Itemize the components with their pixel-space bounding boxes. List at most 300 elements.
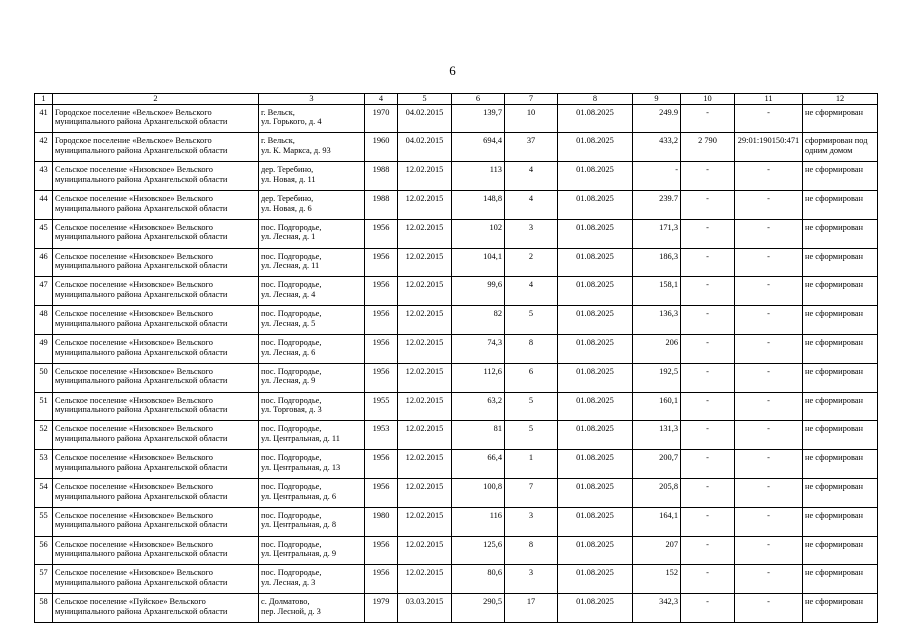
area-cell: 80,6 — [452, 565, 505, 594]
year-cell: 1956 — [365, 450, 398, 479]
column-header: 7 — [505, 94, 558, 105]
cadastral-cell: - — [735, 104, 803, 133]
column-header: 5 — [398, 94, 452, 105]
year-cell: 1956 — [365, 478, 398, 507]
count-cell: 3 — [505, 219, 558, 248]
year-cell: 1956 — [365, 306, 398, 335]
settlement-cell — [53, 363, 259, 392]
column10-cell: - — [681, 565, 735, 594]
date-cell: 12.02.2015 — [398, 478, 452, 507]
settlement-cell-line: Сельское поселение «Низовское» Вельского — [55, 539, 213, 549]
value-cell: 131,3 — [633, 421, 681, 450]
column10-cell: - — [681, 536, 735, 565]
date2-cell: 01.08.2025 — [558, 392, 633, 421]
date-cell: 12.02.2015 — [398, 450, 452, 479]
date-cell: 12.02.2015 — [398, 392, 452, 421]
date-cell: 12.02.2015 — [398, 565, 452, 594]
cadastral-cell: 29:01:190150:471 — [735, 133, 803, 162]
area-cell: 74,3 — [452, 334, 505, 363]
address-cell — [259, 334, 365, 363]
address-cell-line: пос. Подгородье, — [261, 510, 322, 520]
table-row — [35, 248, 878, 277]
column10-cell: - — [681, 363, 735, 392]
status-cell-line: не сформирован — [805, 193, 863, 203]
status-cell — [803, 507, 878, 536]
year-cell: 1956 — [365, 536, 398, 565]
address-cell-line: пос. Подгородье, — [261, 568, 322, 578]
table-row — [35, 334, 878, 363]
row-number-cell: 43 — [35, 162, 53, 191]
address-cell — [259, 478, 365, 507]
area-cell: 104,1 — [452, 248, 505, 277]
settlement-cell-line: муниципального района Архангельской области — [55, 318, 228, 328]
date-cell: 12.02.2015 — [398, 536, 452, 565]
status-cell — [803, 565, 878, 594]
count-cell: 2 — [505, 248, 558, 277]
status-cell-line: не сформирован — [805, 481, 863, 491]
address-cell — [259, 133, 365, 162]
row-number-cell: 54 — [35, 478, 53, 507]
year-cell: 1988 — [365, 190, 398, 219]
status-cell — [803, 421, 878, 450]
settlement-cell-line: Сельское поселение «Низовское» Вельского — [55, 568, 213, 578]
status-cell — [803, 219, 878, 248]
settlement-cell — [53, 421, 259, 450]
column-header: 4 — [365, 94, 398, 105]
table-row — [35, 536, 878, 565]
row-number-cell: 46 — [35, 248, 53, 277]
value-cell: 164,1 — [633, 507, 681, 536]
address-cell-line: ул. Лесная, д. 3 — [261, 577, 316, 587]
date2-cell: 01.08.2025 — [558, 190, 633, 219]
column-header: 11 — [735, 94, 803, 105]
row-number-cell: 48 — [35, 306, 53, 335]
value-cell: 342,3 — [633, 594, 681, 623]
cadastral-cell: - — [735, 421, 803, 450]
status-cell-line: не сформирован — [805, 222, 863, 232]
status-cell-line: одним домом — [805, 145, 853, 155]
status-cell-line: не сформирован — [805, 395, 863, 405]
year-cell: 1956 — [365, 277, 398, 306]
value-cell: - — [633, 162, 681, 191]
row-number-cell: 41 — [35, 104, 53, 133]
settlement-cell-line: Сельское поселение «Низовское» Вельского — [55, 510, 213, 520]
settlement-cell-line: Сельское поселение «Низовское» Вельского — [55, 165, 213, 175]
table-row — [35, 478, 878, 507]
row-number-cell: 52 — [35, 421, 53, 450]
address-cell-line: пос. Подгородье, — [261, 222, 322, 232]
count-cell: 5 — [505, 306, 558, 335]
year-cell: 1956 — [365, 565, 398, 594]
settlement-cell-line: муниципального района Архангельской области — [55, 145, 228, 155]
column-header: 6 — [452, 94, 505, 105]
address-cell — [259, 421, 365, 450]
date2-cell: 01.08.2025 — [558, 162, 633, 191]
date2-cell: 01.08.2025 — [558, 536, 633, 565]
status-cell-line: не сформирован — [805, 510, 863, 520]
value-cell: 239.7 — [633, 190, 681, 219]
settlement-cell-line: Сельское поселение «Низовское» Вельского — [55, 453, 213, 463]
year-cell: 1953 — [365, 421, 398, 450]
value-cell: 171,3 — [633, 219, 681, 248]
settlement-cell-line: муниципального района Архангельской области — [55, 289, 228, 299]
cadastral-cell: - — [735, 565, 803, 594]
row-number-cell: 42 — [35, 133, 53, 162]
address-cell-line: ул. Центральная, д. 8 — [261, 520, 337, 530]
column10-cell: - — [681, 248, 735, 277]
date2-cell: 01.08.2025 — [558, 306, 633, 335]
address-cell — [259, 248, 365, 277]
value-cell: 186,3 — [633, 248, 681, 277]
count-cell: 37 — [505, 133, 558, 162]
date-cell: 12.02.2015 — [398, 363, 452, 392]
settlement-cell-line: Сельское поселение «Низовское» Вельского — [55, 222, 213, 232]
row-number-cell: 51 — [35, 392, 53, 421]
cadastral-cell: - — [735, 450, 803, 479]
area-cell: 63,2 — [452, 392, 505, 421]
settlement-cell-line: муниципального района Архангельской области — [55, 577, 228, 587]
address-cell-line: дер. Теребино, — [261, 165, 314, 175]
address-cell — [259, 219, 365, 248]
date-cell: 12.02.2015 — [398, 248, 452, 277]
settlement-cell-line: муниципального района Архангельской области — [55, 347, 228, 357]
address-cell-line: пос. Подгородье, — [261, 395, 322, 405]
row-number-cell: 57 — [35, 565, 53, 594]
date-cell: 12.02.2015 — [398, 277, 452, 306]
settlement-cell — [53, 478, 259, 507]
year-cell: 1980 — [365, 507, 398, 536]
column-header: 2 — [53, 94, 259, 105]
column10-cell: - — [681, 334, 735, 363]
address-cell — [259, 536, 365, 565]
status-cell-line: не сформирован — [805, 366, 863, 376]
date2-cell: 01.08.2025 — [558, 478, 633, 507]
count-cell: 17 — [505, 594, 558, 623]
year-cell: 1956 — [365, 248, 398, 277]
cadastral-cell: - — [735, 392, 803, 421]
date2-cell: 01.08.2025 — [558, 277, 633, 306]
table-row — [35, 190, 878, 219]
row-number-cell: 45 — [35, 219, 53, 248]
settlement-cell-line: Сельское поселение «Низовское» Вельского — [55, 193, 213, 203]
column10-cell: - — [681, 190, 735, 219]
year-cell: 1956 — [365, 219, 398, 248]
date2-cell: 01.08.2025 — [558, 507, 633, 536]
address-cell-line: г. Вельск, — [261, 136, 295, 146]
area-cell: 102 — [452, 219, 505, 248]
settlement-cell-line: Сельское поселение «Низовское» Вельского — [55, 280, 213, 290]
area-cell: 66,4 — [452, 450, 505, 479]
settlement-cell — [53, 277, 259, 306]
year-cell: 1960 — [365, 133, 398, 162]
settlement-cell — [53, 334, 259, 363]
year-cell: 1956 — [365, 363, 398, 392]
table-row — [35, 450, 878, 479]
address-cell-line: пос. Подгородье, — [261, 280, 322, 290]
column10-cell: - — [681, 219, 735, 248]
column-header: 10 — [681, 94, 735, 105]
status-cell-line: не сформирован — [805, 165, 863, 175]
count-cell: 8 — [505, 334, 558, 363]
area-cell: 125,6 — [452, 536, 505, 565]
settlement-cell-line: муниципального района Архангельской области — [55, 491, 228, 501]
table-row — [35, 565, 878, 594]
status-cell — [803, 104, 878, 133]
address-cell-line: пос. Подгородье, — [261, 453, 322, 463]
status-cell-line: не сформирован — [805, 107, 863, 117]
value-cell: 249.9 — [633, 104, 681, 133]
cadastral-cell: - — [735, 162, 803, 191]
year-cell: 1956 — [365, 334, 398, 363]
value-cell: 160,1 — [633, 392, 681, 421]
status-cell — [803, 450, 878, 479]
date-cell: 12.02.2015 — [398, 190, 452, 219]
status-cell — [803, 277, 878, 306]
table-row — [35, 594, 878, 623]
cadastral-cell: - — [735, 334, 803, 363]
status-cell-line: не сформирован — [805, 453, 863, 463]
address-cell-line: ул. Лесная, д. 5 — [261, 318, 316, 328]
count-cell: 5 — [505, 392, 558, 421]
settlement-cell-line: Сельское поселение «Низовское» Вельского — [55, 481, 213, 491]
settlement-cell — [53, 162, 259, 191]
cadastral-cell: - — [735, 248, 803, 277]
column-header: 1 — [35, 94, 53, 105]
column10-cell: - — [681, 594, 735, 623]
settlement-cell-line: Сельское поселение «Низовское» Вельского — [55, 251, 213, 261]
area-cell: 82 — [452, 306, 505, 335]
column10-cell: - — [681, 478, 735, 507]
row-number-cell: 53 — [35, 450, 53, 479]
count-cell: 10 — [505, 104, 558, 133]
status-cell — [803, 478, 878, 507]
settlement-cell — [53, 507, 259, 536]
settlement-cell-line: Сельское поселение «Пуйское» Вельского — [55, 597, 206, 607]
year-cell: 1955 — [365, 392, 398, 421]
table-row — [35, 219, 878, 248]
address-cell — [259, 392, 365, 421]
column10-cell: - — [681, 507, 735, 536]
settlement-cell-line: Сельское поселение «Низовское» Вельского — [55, 309, 213, 319]
address-cell-line: ул. Новая, д. 11 — [261, 174, 316, 184]
status-cell-line: не сформирован — [805, 424, 863, 434]
status-cell — [803, 334, 878, 363]
settlement-cell — [53, 565, 259, 594]
table-row — [35, 277, 878, 306]
date-cell: 03.03.2015 — [398, 594, 452, 623]
address-cell — [259, 450, 365, 479]
cadastral-cell: - — [735, 277, 803, 306]
address-cell-line: ул. Торговая, д. 3 — [261, 405, 322, 415]
column-header: 8 — [558, 94, 633, 105]
status-cell — [803, 190, 878, 219]
settlement-cell-line: Сельское поселение «Низовское» Вельского — [55, 337, 213, 347]
column-header: 3 — [259, 94, 365, 105]
register-table — [34, 93, 878, 623]
status-cell — [803, 133, 878, 162]
column10-cell: - — [681, 392, 735, 421]
table-header-row — [35, 94, 878, 105]
date2-cell: 01.08.2025 — [558, 363, 633, 392]
settlement-cell-line: Сельское поселение «Низовское» Вельского — [55, 424, 213, 434]
column10-cell: 2 790 — [681, 133, 735, 162]
year-cell: 1979 — [365, 594, 398, 623]
column-header: 12 — [803, 94, 878, 105]
cadastral-cell: - — [735, 363, 803, 392]
cadastral-cell: - — [735, 306, 803, 335]
address-cell-line: ул. Центральная, д. 13 — [261, 462, 341, 472]
cadastral-cell: - — [735, 190, 803, 219]
date-cell: 12.02.2015 — [398, 507, 452, 536]
column10-cell: - — [681, 306, 735, 335]
settlement-cell-line: Городское поселение «Вельское» Вельского — [55, 136, 212, 146]
date-cell: 12.02.2015 — [398, 306, 452, 335]
column-header: 9 — [633, 94, 681, 105]
cadastral-cell: - — [735, 594, 803, 623]
count-cell: 4 — [505, 162, 558, 191]
date2-cell: 01.08.2025 — [558, 104, 633, 133]
address-cell-line: ул. К. Маркса, д. 93 — [261, 145, 331, 155]
date-cell: 12.02.2015 — [398, 421, 452, 450]
cadastral-cell: - — [735, 507, 803, 536]
settlement-cell — [53, 248, 259, 277]
status-cell-line: не сформирован — [805, 568, 863, 578]
status-cell-line: не сформирован — [805, 309, 863, 319]
count-cell: 7 — [505, 478, 558, 507]
address-cell — [259, 277, 365, 306]
row-number-cell: 44 — [35, 190, 53, 219]
area-cell: 290,5 — [452, 594, 505, 623]
page-number: 6 — [449, 63, 456, 78]
status-cell — [803, 392, 878, 421]
address-cell-line: ул. Лесная, д. 11 — [261, 261, 320, 271]
date2-cell: 01.08.2025 — [558, 594, 633, 623]
value-cell: 205,8 — [633, 478, 681, 507]
settlement-cell-line: Городское поселение «Вельское» Вельского — [55, 107, 212, 117]
settlement-cell — [53, 392, 259, 421]
value-cell: 192,5 — [633, 363, 681, 392]
address-cell-line: ул. Лесная, д. 4 — [261, 289, 316, 299]
area-cell: 100,8 — [452, 478, 505, 507]
table-row — [35, 133, 878, 162]
date2-cell: 01.08.2025 — [558, 450, 633, 479]
value-cell: 206 — [633, 334, 681, 363]
table-row — [35, 507, 878, 536]
status-cell — [803, 363, 878, 392]
date-cell: 12.02.2015 — [398, 162, 452, 191]
area-cell: 99,6 — [452, 277, 505, 306]
count-cell: 1 — [505, 450, 558, 479]
year-cell: 1988 — [365, 162, 398, 191]
value-cell: 158,1 — [633, 277, 681, 306]
settlement-cell-line: муниципального района Архангельской области — [55, 520, 228, 530]
settlement-cell-line: муниципального района Архангельской области — [55, 261, 228, 271]
table-row — [35, 421, 878, 450]
status-cell-line: не сформирован — [805, 597, 863, 607]
value-cell: 207 — [633, 536, 681, 565]
date2-cell: 01.08.2025 — [558, 248, 633, 277]
address-cell-line: пос. Подгородье, — [261, 366, 322, 376]
address-cell-line: ул. Новая, д. 6 — [261, 203, 312, 213]
count-cell: 6 — [505, 363, 558, 392]
address-cell — [259, 507, 365, 536]
count-cell: 8 — [505, 536, 558, 565]
table-row — [35, 104, 878, 133]
count-cell: 3 — [505, 565, 558, 594]
address-cell — [259, 565, 365, 594]
value-cell: 433,2 — [633, 133, 681, 162]
status-cell — [803, 536, 878, 565]
settlement-cell-line: муниципального района Архангельской области — [55, 462, 228, 472]
cadastral-cell: - — [735, 536, 803, 565]
settlement-cell — [53, 536, 259, 565]
address-cell — [259, 162, 365, 191]
count-cell: 5 — [505, 421, 558, 450]
settlement-cell-line: муниципального района Архангельской области — [55, 405, 228, 415]
address-cell-line: г. Вельск, — [261, 107, 295, 117]
settlement-cell-line: муниципального района Архангельской области — [55, 433, 228, 443]
settlement-cell-line: муниципального района Архангельской области — [55, 174, 228, 184]
address-cell-line: ул. Лесная, д. 6 — [261, 347, 316, 357]
date2-cell: 01.08.2025 — [558, 219, 633, 248]
column10-cell: - — [681, 421, 735, 450]
table-row — [35, 162, 878, 191]
address-cell — [259, 104, 365, 133]
area-cell: 148,8 — [452, 190, 505, 219]
settlement-cell-line: муниципального района Архангельской области — [55, 606, 228, 616]
count-cell: 4 — [505, 277, 558, 306]
date-cell: 04.02.2015 — [398, 104, 452, 133]
cadastral-cell: - — [735, 219, 803, 248]
table-row — [35, 363, 878, 392]
area-cell: 112,6 — [452, 363, 505, 392]
settlement-cell — [53, 133, 259, 162]
address-cell-line: ул. Центральная, д. 11 — [261, 433, 340, 443]
address-cell-line: с. Долматово, — [261, 597, 310, 607]
count-cell: 3 — [505, 507, 558, 536]
address-cell — [259, 594, 365, 623]
status-cell-line: не сформирован — [805, 280, 863, 290]
count-cell: 4 — [505, 190, 558, 219]
date-cell: 12.02.2015 — [398, 334, 452, 363]
area-cell: 694,4 — [452, 133, 505, 162]
row-number-cell: 55 — [35, 507, 53, 536]
date2-cell: 01.08.2025 — [558, 133, 633, 162]
year-cell: 1970 — [365, 104, 398, 133]
settlement-cell — [53, 306, 259, 335]
table-row — [35, 392, 878, 421]
settlement-cell — [53, 219, 259, 248]
settlement-cell-line: муниципального района Архангельской области — [55, 232, 228, 242]
status-cell — [803, 248, 878, 277]
address-cell-line: дер. Теребино, — [261, 193, 314, 203]
address-cell — [259, 306, 365, 335]
status-cell — [803, 594, 878, 623]
row-number-cell: 47 — [35, 277, 53, 306]
address-cell-line: пос. Подгородье, — [261, 251, 322, 261]
date-cell: 12.02.2015 — [398, 219, 452, 248]
status-cell-line: не сформирован — [805, 539, 863, 549]
value-cell: 200,7 — [633, 450, 681, 479]
address-cell-line: ул. Центральная, д. 9 — [261, 549, 337, 559]
settlement-cell — [53, 190, 259, 219]
date2-cell: 01.08.2025 — [558, 334, 633, 363]
row-number-cell: 50 — [35, 363, 53, 392]
cadastral-cell: - — [735, 478, 803, 507]
area-cell: 116 — [452, 507, 505, 536]
address-cell-line: пос. Подгородье, — [261, 309, 322, 319]
row-number-cell: 58 — [35, 594, 53, 623]
